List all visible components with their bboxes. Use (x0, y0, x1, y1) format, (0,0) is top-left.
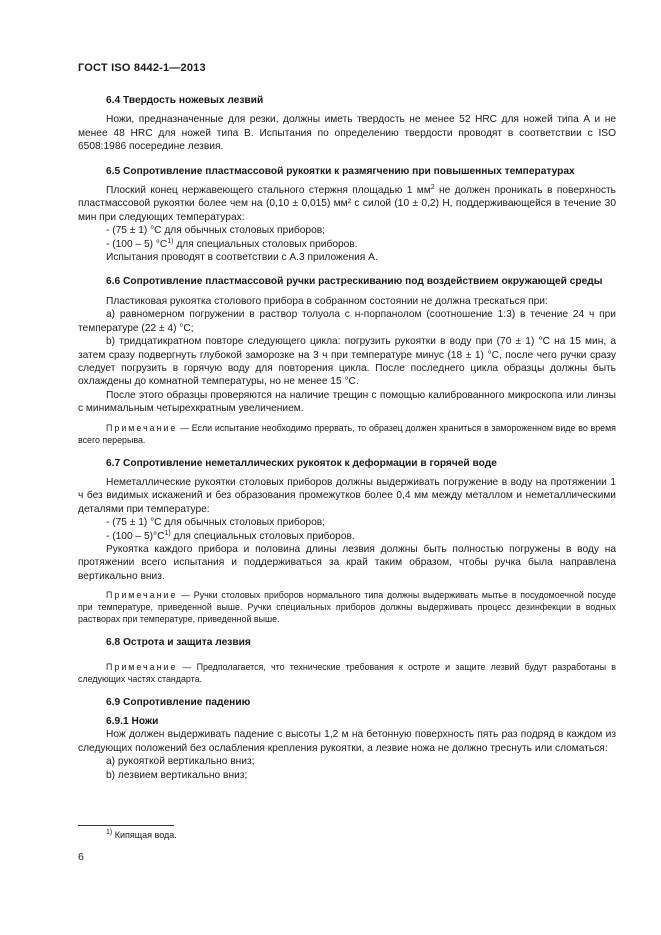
section-6-7-heading: 6.7 Сопротивление неметаллических рукояток к деформации в горячей воде (106, 457, 497, 469)
section-6-6-item-b: b) тридцатикратном повторе следующего цикла: погрузить рукоятки в воду при (70 ± 1) °C на 15 мин, а затем сразу подвергнуть глубокой заморозке на 3 ч при температуре минус (18 ± 1) °C, после чего ручки сразу следует погрузить в горячую воду для повторения цикла. После последнего цикла образцы должны быть охлаждены до комнатной температуры, но не менее 15 °C. (78, 336, 616, 388)
section-6-5-heading: 6.5 Сопротивление пластмассовой рукоятки к размягчению при повышенных температурах (106, 165, 575, 177)
footnote-mark: 1) (106, 829, 113, 836)
note-text: — Если испытание необходимо прервать, то образец должен храниться в замороженном виде во время всего перерыва. (78, 422, 616, 445)
list-item: а) рукояткой вертикально вниз; (106, 756, 255, 768)
text-run: не должен проникать в поверхность пластмассовой рукоятки более чем на (0,10 ± 0,015) мм² с силой (10 ± 0,2) Н, поддерживающейся в течение 30 мин при следующих температурах: (78, 185, 616, 223)
section-6-8-note (78, 661, 616, 685)
text-run: Плоский конец нержавеющего стального стержня площадью 1 мм (106, 185, 431, 197)
note-label: Примечание (106, 422, 178, 433)
list-item: - (75 ± 1) °C для обычных столовых приборов; (106, 517, 326, 529)
section-6-5-test-reference: Испытания проводят в соответствии с А.3 приложения А. (106, 252, 378, 264)
footnote-reference: 1) (167, 237, 174, 245)
page-number: 6 (78, 851, 84, 863)
section-6-6-item-a: а) равномерном погружении в раствор толуола с н-порпанолом (соотношение 1:3) в течение 24 ч при температуре (22 ± 4) °C; (78, 309, 616, 334)
note-label: Примечание (106, 590, 178, 601)
section-6-7-note (78, 589, 616, 625)
section-6-6-note (78, 422, 616, 446)
footnote-divider (78, 825, 174, 826)
note-text: — Ручки столовых приборов нормального типа должны выдерживать мытье в посудомоечной посуде при температуре, приведенной выше. Ручки специальных приборов должны выдерживать процесс дезинфекции в водных растворах при температуре, приведенной выше. (78, 590, 616, 625)
section-6-7-paragraph: Неметаллические рукоятки столовых приборов должны выдерживать погружение в воду на протяжении 1 ч без видимых искажений и без образования промежутков более 0,4 мм между металлом и неметаллическими деталями при температуре: (78, 476, 616, 515)
list-item: - (75 ± 1) °C для обычных столовых приборов; (106, 225, 326, 237)
section-6-9-heading: 6.9 Сопротивление падению (106, 696, 251, 708)
text-run: для специальных столовых приборов. (170, 530, 355, 542)
list-item (78, 238, 616, 251)
list-item (78, 530, 616, 543)
superscript: 2 (430, 184, 435, 192)
document-code-header: ГОСТ ISO 8442-1—2013 (78, 62, 206, 74)
section-6-6-heading: 6.6 Сопротивление пластмассовой ручки растрескиванию под воздействием окружающей среды (106, 276, 603, 288)
footnote-reference: 1) (164, 529, 171, 537)
section-6-9-1-paragraph: Нож должен выдерживать падение с высоты 1,2 м на бетонную поверхность пять раз подряд в каждом из следующих положений без ослабления крепления рукоятки, а лезвие ножа не должно треснуть или сломаться: (78, 729, 616, 754)
text-run: - (100 – 5)°C (106, 530, 165, 542)
text-run: для специальных столовых приборов. (173, 238, 358, 250)
section-6-4-heading: 6.4 Твердость ножевых лезвий (106, 95, 264, 106)
section-6-6-paragraph: Пластиковая рукоятка столового прибора в собранном состоянии не должна трескаться при: (106, 295, 548, 307)
note-label: Примечание (106, 661, 178, 672)
section-6-7-paragraph-immersion: Рукоятка каждого прибора и половина длины лезвия должны быть полностью погружены в воду на протяжении всего испытания и поддерживаться за край таким образом, чтобы ручка была направлена вертикально вниз. (78, 543, 616, 582)
list-item: b) лезвием вертикально вниз; (106, 769, 248, 781)
note-text: — Предполагается, что технические требования к остроте и защите лезвий будут разработаны в следующих частях стандарта. (78, 661, 616, 684)
text-run: - (100 – 5) °C (106, 238, 168, 250)
document-body (78, 94, 616, 782)
footnote-text: Кипящая вода. (112, 830, 177, 840)
section-6-9-1-heading: 6.9.1 Ножи (106, 716, 159, 727)
section-6-5-paragraph (78, 184, 616, 224)
footnote (106, 830, 177, 840)
section-6-4-paragraph: Ножи, предназначенные для резки, должны иметь твердость не менее 52 HRC для ножей типа А и не менее 48 HRC для ножей типа В. Испытания по определению твердости проводят в соответствии с ISO 6508:1986 посередине лезвия. (78, 114, 616, 153)
section-6-6-paragraph-inspection: После этого образцы проверяются на наличие трещин с помощью калиброванного микроскопа или линзы с минимальным четырехкратным увеличением. (78, 389, 616, 415)
section-6-8-heading: 6.8 Острота и защита лезвия (106, 637, 251, 649)
